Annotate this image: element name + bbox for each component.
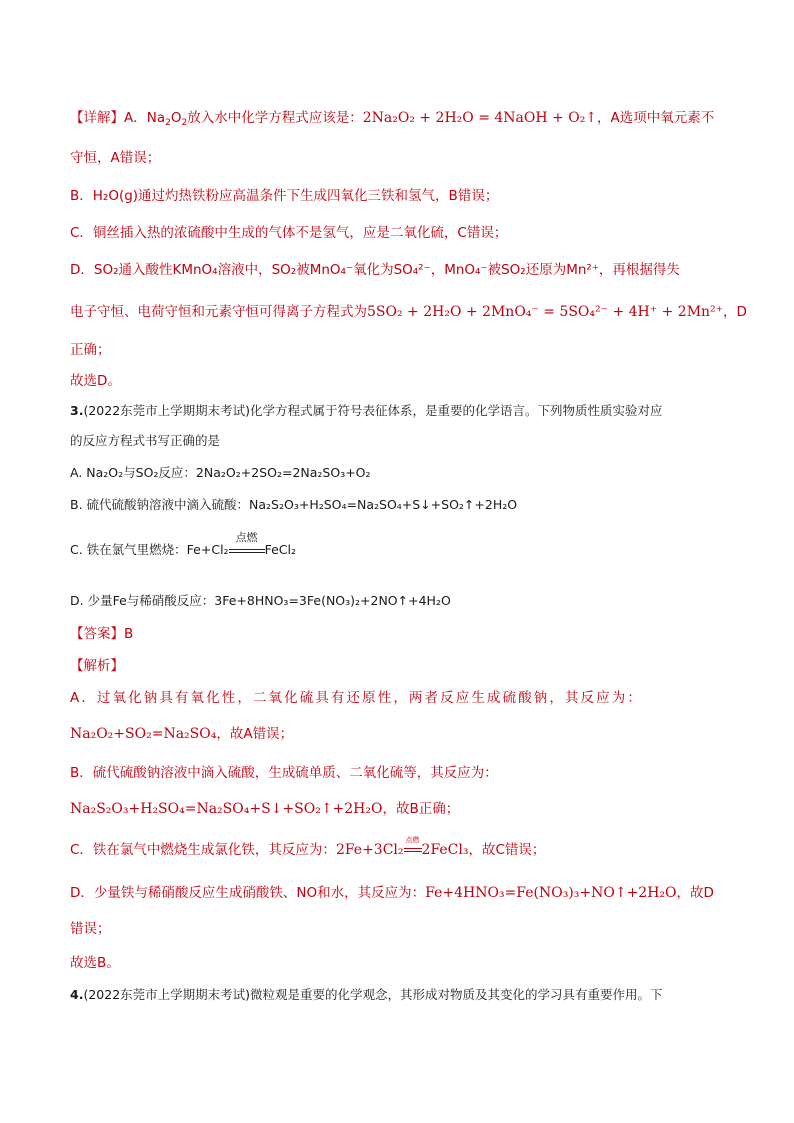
detail-a-text1: 放入水中化学方程式应该是： [187, 110, 363, 126]
q3-option-c-post: FeCl₂ [264, 542, 296, 557]
condition-ignite-exp [404, 836, 422, 858]
exp-a2-end: ，故A错误； [216, 726, 294, 742]
exp-d2: 错误； [70, 921, 111, 937]
detail-b: B．H₂O(g)通过灼热铁粉应高温条件下生成四氧化三铁和氢气，B错误； [70, 188, 499, 204]
exp-c-condition: 点燃 [405, 836, 420, 844]
equation-1: 2Na₂O₂ + 2H₂O = 4NaOH + O₂↑ [362, 110, 598, 126]
q3-number: 3. [70, 403, 84, 418]
q3-option-c-condition: 点燃 [235, 531, 258, 544]
q3-stem1: (2022东莞市上学期期末考试)化学方程式属于符号表征体系，是重要的化学语言。下列物质性质实验对应 [83, 403, 663, 418]
exp-d1-line [70, 881, 734, 901]
exp-c-eq1: 2Fe+3Cl₂ [335, 842, 404, 858]
q4-stem: (2022东莞市上学期期末考试)微粒观是重要的化学观念，其形成对物质及其变化的学习具有重要作用。下 [83, 987, 663, 1002]
exp-d1-text: D．少量铁与稀硝酸反应生成硝酸铁、NO和水，其反应为： [70, 885, 426, 901]
detail-d2-text: 电子守恒、电荷守恒和元素守恒可得离子方程式为 [70, 304, 367, 320]
detail-line-a: 【详解】A．$Na_2O_2$放入水中化学方程式应该是：2Na₂O₂ + 2H₂O = 4NaOH + O₂↑，A选项中氧元素不 [70, 110, 715, 128]
exp-c-eq2: 2FeCl₃ [421, 842, 469, 858]
detail-d2-end: ，D [723, 304, 747, 320]
exp-b1: B．硫代硫酸钠溶液中滴入硫酸，生成硫单质、二氧化硫等，其反应为： [70, 765, 498, 781]
detail-a-prefix: A．Na [124, 110, 166, 126]
detail-d2-line [70, 300, 747, 320]
exp-a1: A．过氧化钠具有氧化性，二氧化硫具有还原性，两者反应生成硫酸钠，其反应为： [70, 690, 643, 706]
detail-a-cont: 守恒，A错误； [70, 150, 161, 166]
exp-c-text: C．铁在氯气中燃烧生成氯化铁，其反应为： [70, 842, 336, 858]
detail-d3: 正确； [70, 342, 111, 358]
exp-c-line [70, 838, 734, 858]
q3-answer: 【答案】B [70, 626, 134, 642]
condition-ignite-c [229, 531, 265, 557]
q3-option-c [70, 531, 734, 558]
q4-number: 4. [70, 987, 84, 1002]
exp-a2-line [70, 722, 734, 742]
equation-2: 5SO₂ + 2H₂O + 2MnO₄⁻ = 5SO₄²⁻ + 4H⁺ + 2Mn²⁺ [367, 304, 724, 320]
exp-c-end: ，故C错误； [468, 842, 546, 858]
exp-b2-end: ，故B正确； [382, 801, 460, 817]
exp-b2-equation: Na₂S₂O₃+H₂SO₄=Na₂SO₄+S↓+SO₂↑+2H₂O [70, 801, 383, 817]
q3-option-b: B. 硫代硫酸钠溶液中滴入硫酸：Na₂S₂O₃+H₂SO₄=Na₂SO₄+S↓+SO₂↑+2H₂O [70, 497, 518, 512]
detail-choice: 故选D。 [70, 373, 121, 389]
detail-c: C．铜丝插入热的浓硫酸中生成的气体不是氢气，应是二氧化硫，C错误； [70, 225, 508, 241]
exp-d1-end: ，故D [676, 885, 714, 901]
detail-tag: 【详解】 [70, 110, 124, 126]
detail-a-text2: ，A选项中氧元素不 [597, 110, 715, 126]
q3-stem2: 的反应方程式书写正确的是 [70, 433, 221, 448]
exp-d1-equation: Fe+4HNO₃=Fe(NO₃)₃+NO↑+2H₂O [425, 885, 677, 901]
exp-a2-equation: Na₂O₂+SO₂=Na₂SO₄ [70, 726, 217, 742]
q4-stem-line [70, 985, 734, 1003]
q3-option-a: A. Na₂O₂与SO₂反应：2Na₂O₂+2SO₂=2Na₂SO₃+O₂ [70, 465, 371, 480]
q3-option-c-pre: C. 铁在氯气里燃烧：Fe+Cl₂ [70, 542, 229, 557]
q3-stem-line1 [70, 401, 734, 419]
detail-d1: D．SO₂通入酸性KMnO₄溶液中，SO₂被MnO₄⁻氧化为SO₄²⁻，MnO₄⁻被SO₂还原为Mn²⁺，再根据得失 [70, 262, 680, 278]
exp-b2-line [70, 797, 734, 817]
q3-option-d: D. 少量Fe与稀硝酸反应：3Fe+8HNO₃=3Fe(NO₃)₂+2NO↑+4H₂O [70, 593, 451, 608]
exp-choice: 故选B。 [70, 955, 120, 971]
q3-analysis-tag: 【解析】 [70, 658, 124, 674]
